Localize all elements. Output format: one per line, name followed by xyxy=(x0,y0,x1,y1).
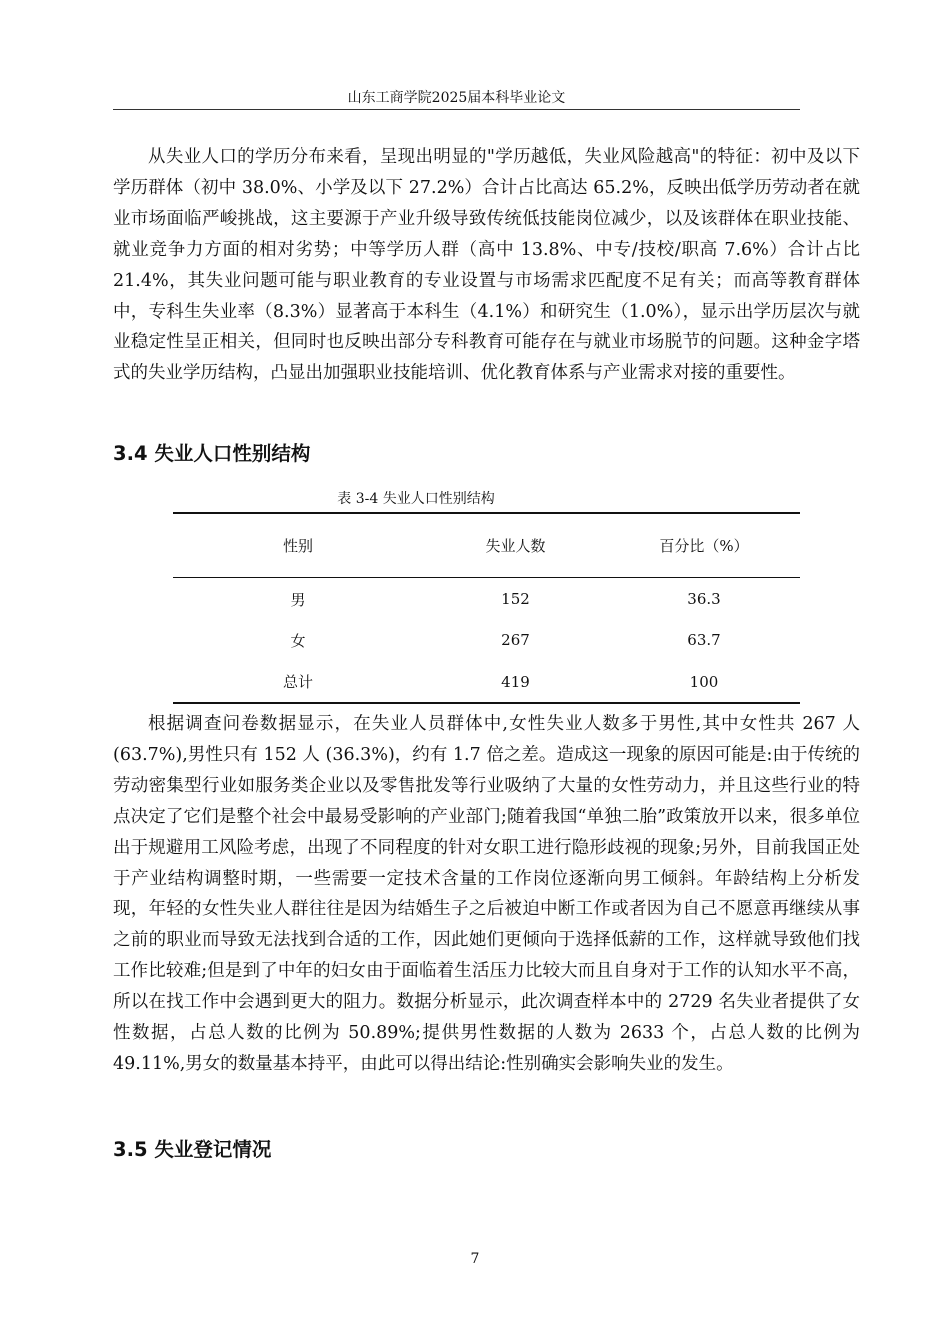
table-cell: 152 xyxy=(501,590,530,609)
table-caption: 表 3-4 失业人口性别结构 xyxy=(337,491,495,507)
table-row xyxy=(173,661,800,703)
table-cell: 总计 xyxy=(282,673,313,691)
table-cell: 63.7 xyxy=(687,631,721,649)
section-heading-3-5: 3.5 失业登记情况 xyxy=(113,1138,272,1161)
table-row xyxy=(173,619,800,661)
table-cell: 267 xyxy=(501,631,530,649)
paragraph-gender-analysis: 根据调查问卷数据显示，在失业人员群体中,女性失业人数多于男性,其中女性共 267 人(63.7%),男性只有 152 人 (36.3%)，约有 1.7 倍之差。造成这一现象的原因可能是:由于传统的劳动密集型行业如服务类企业以及零售批发等行业吸纳了大量的女性劳动力，并且这些行业的特点决定了它们是整个社会中最易受影响的产业部门;随着我国“单独二胎”政策放开以来，很多单位出于规避用工风险考虑，出现了不同程度的针对女职工进行隐形歧视的现象;另外，目前我国正处于产业结构调整时期，一些需要一定技术含量的工作岗位逐渐向男工倾斜。年龄结构上分析发现，年轻的女性失业人群往往是因为结婚生子之后被迫中断工作或者因为自己不愿意再继续从事之前的职业而导致无法找到合适的工作，因此她们更倾向于选择低薪的工作，这样就导致他们找工作比较难;但是到了中年的妇女由于面临着生活压力比较大而且自身对于工作的认知水平不高，所以在找工作中会遇到更大的阻力。数据分析显示，此次调查样本中的 2729 名失业者提供了女性数据，占总人数的比例为 50.89%;提供男性数据的人数为 2633 个，占总人数的比例为 49.11%,男女的数量基本持平，由此可以得出结论:性别确实会影响失业的发生。 xyxy=(113,714,860,1074)
table-row xyxy=(173,577,800,619)
table-cell: 36.3 xyxy=(687,590,721,609)
table-cell: 100 xyxy=(689,672,719,691)
gender-structure-table xyxy=(173,512,800,704)
table-header-cell: 失业人数 xyxy=(485,536,546,555)
header-rule xyxy=(113,109,800,110)
table-header-row xyxy=(173,513,800,577)
table-header-cell: 百分比（%） xyxy=(659,536,749,555)
table-cell: 男 xyxy=(290,590,306,609)
table-cell: 419 xyxy=(501,672,530,691)
page-number: 7 xyxy=(470,1251,480,1267)
section-heading-3-4: 3.4 失业人口性别结构 xyxy=(113,442,311,465)
paragraph-education-distribution: 从失业人口的学历分布来看，呈现出明显的"学历越低，失业风险越高"的特征：初中及以下学历群体（初中 38.0%、小学及以下 27.2%）合计占比高达 65.2%，反映出低学历劳动者在就业市场面临严峻挑战，这主要源于产业升级导致传统低技能岗位减少，以及该群体在职业技能、就业竞争力方面的相对劣势；中等学历人群（高中 13.8%、中专/技校/职高 7.6%）合计占比 21.4%，其失业问题可能与职业教育的专业设置与市场需求匹配度不足有关；而高等教育群体中，专科生失业率（8.3%）显著高于本科生（4.1%）和研究生（1.0%），显示出学历层次与就业稳定性呈正相关，但同时也反映出部分专科教育可能存在与就业市场脱节的问题。这种金字塔式的失业学历结构，凸显出加强职业技能培训、优化教育体系与产业需求对接的重要性。 xyxy=(113,147,861,384)
page-header: 山东工商学院2025届本科毕业论文 xyxy=(347,90,566,106)
table-header-cell: 性别 xyxy=(282,536,313,555)
table-cell: 女 xyxy=(290,631,306,650)
